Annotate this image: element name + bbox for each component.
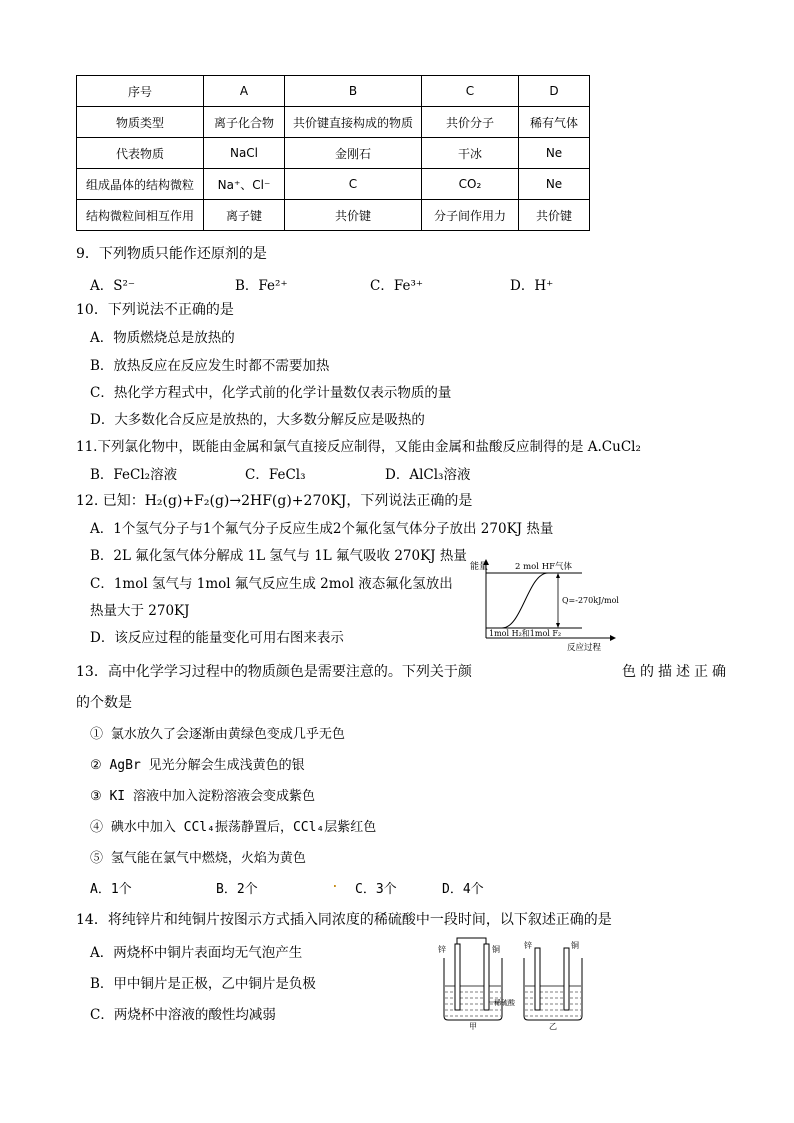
question-13-stem: 13．高中化学学习过程中的物质颜色是需要注意的。下列关于颜 — [76, 664, 472, 680]
zinc-label-b: 锌 — [524, 941, 532, 950]
table-cell: Na⁺、Cl⁻ — [204, 169, 285, 200]
table-cell: C — [422, 76, 519, 107]
question-9-option-c: C．Fe³⁺ — [370, 278, 423, 294]
table-cell: 代表物质 — [77, 138, 204, 169]
question-13-stem-line2: 的个数是 — [76, 695, 132, 711]
table-cell: 分子间作用力 — [422, 200, 519, 231]
question-13-option-c: C．3个 — [355, 882, 397, 897]
beaker-b-label: 乙 — [549, 1022, 557, 1030]
question-13-option-b: B．2个 — [216, 882, 258, 897]
x-axis-arrow — [610, 635, 616, 641]
table-row — [77, 138, 590, 169]
question-13-option-d: D．4个 — [442, 882, 484, 897]
delta-arrow-head-bottom — [556, 623, 560, 628]
question-12-stem: 12. 已知：H₂(g)+F₂(g)→2HF(g)+270KJ，下列说法正确的是 — [76, 493, 473, 509]
beaker-b — [524, 948, 582, 1020]
table-cell: CO₂ — [422, 169, 519, 200]
question-13-item-3: ③ KI 溶液中加入淀粉溶液会变成紫色 — [90, 789, 315, 804]
copper-plate-a — [484, 944, 489, 1010]
question-10-option-d: D．大多数化合反应是放热的，大多数分解反应是吸热的 — [90, 412, 425, 428]
table-cell: NaCl — [204, 138, 285, 169]
table-cell: 干冰 — [422, 138, 519, 169]
question-10-option-c: C．热化学方程式中，化学式前的化学计量数仅表示物质的量 — [90, 385, 452, 401]
properties-table — [76, 75, 590, 231]
question-14-option-b: B．甲中铜片是正极，乙中铜片是负极 — [90, 976, 316, 992]
question-10-option-a: A．物质燃烧总是放热的 — [90, 330, 235, 346]
table-row — [77, 107, 590, 138]
question-12-option-c: C．1mol 氢气与 1mol 氟气反应生成 2mol 液态氟化氢放出 — [90, 576, 453, 592]
question-9-stem: 9．下列物质只能作还原剂的是 — [76, 246, 267, 262]
table-cell: Ne — [519, 138, 590, 169]
table-cell: 共价键直接构成的物质 — [285, 107, 422, 138]
delta-arrow-head-top — [556, 573, 560, 578]
question-9-option-d: D．H⁺ — [510, 278, 554, 294]
table-cell: B — [285, 76, 422, 107]
question-10-option-b: B．放热反应在反应发生时都不需要加热 — [90, 358, 330, 374]
table-cell: 结构微粒间相互作用 — [77, 200, 204, 231]
table-cell: A — [204, 76, 285, 107]
reactant-label: 1mol H₂和1mol F₂ — [489, 629, 562, 638]
table-cell: 共价键 — [519, 200, 590, 231]
question-13-item-4: ④ 碘水中加入 CCl₄振荡静置后，CCl₄层紫红色 — [90, 820, 377, 835]
beaker-a-label: 甲 — [469, 1022, 477, 1030]
energy-curve — [502, 573, 548, 628]
question-9-option-b: B．Fe²⁺ — [235, 278, 288, 294]
acid-label: 稀硫酸 — [494, 999, 515, 1007]
question-14-option-c: C．两烧杯中溶液的酸性均减弱 — [90, 1007, 276, 1023]
copper-label-b: 铜 — [571, 941, 579, 950]
beaker-diagram — [436, 936, 616, 1030]
wire-a — [457, 938, 486, 944]
question-11-stem: 11.下列氯化物中，既能由金属和氯气直接反应制得，又能由金属和盐酸反应制得的是 A.CuCl₂ — [76, 439, 641, 455]
copper-label-a: 铜 — [492, 945, 500, 954]
q-label: Q=-270kJ/mol — [562, 596, 619, 605]
question-9-option-a: A．S²⁻ — [90, 278, 136, 294]
table-cell: Ne — [519, 169, 590, 200]
x-axis-label: 反应过程 — [567, 643, 602, 652]
y-axis-label: 能量 — [470, 562, 489, 572]
table-cell: C — [285, 169, 422, 200]
question-13-option-a: A．1个 — [90, 882, 132, 897]
question-12-option-c-cont: 热量大于 270KJ — [90, 603, 190, 619]
question-12-option-d: D．该反应过程的能量变化可用右图来表示 — [90, 630, 344, 646]
question-11-option-d: D．AlCl₃溶液 — [385, 467, 471, 483]
table-cell: 共价分子 — [422, 107, 519, 138]
table-cell: 金刚石 — [285, 138, 422, 169]
table-cell: D — [519, 76, 590, 107]
question-13-stem-right: 色的描述正确 — [622, 664, 730, 680]
question-11-option-b: B．FeCl₂溶液 — [90, 467, 178, 483]
zinc-label-a: 锌 — [438, 945, 446, 954]
table-cell: 共价键 — [285, 200, 422, 231]
copper-plate-b — [564, 948, 569, 1010]
table-cell: 物质类型 — [77, 107, 204, 138]
zinc-plate-a — [455, 944, 460, 1010]
table-row — [77, 76, 590, 107]
question-13-item-5: ⑤ 氢气能在氯气中燃烧，火焰为黄色 — [90, 851, 306, 866]
question-11-option-c: C．FeCl₃ — [245, 467, 306, 483]
question-12-option-b: B．2L 氟化氢气体分解成 1L 氢气与 1L 氟气吸收 270KJ 热量 — [90, 548, 467, 564]
stray-dot: . — [331, 876, 339, 891]
question-13-item-2: ② AgBr 见光分解会生成浅黄色的银 — [90, 758, 305, 773]
product-label: 2 mol HF气体 — [515, 562, 573, 572]
table-cell: 序号 — [77, 76, 204, 107]
zinc-plate-b — [535, 948, 540, 1010]
question-10-stem: 10．下列说法不正确的是 — [76, 302, 234, 318]
question-12-option-a: A．1个氢气分子与1个氟气分子反应生成2个氟化氢气体分子放出 270KJ 热量 — [90, 521, 554, 537]
table-cell: 离子化合物 — [204, 107, 285, 138]
table-cell: 离子键 — [204, 200, 285, 231]
table-cell: 组成晶体的结构微粒 — [77, 169, 204, 200]
table-row — [77, 200, 590, 231]
table-row — [77, 169, 590, 200]
question-14-option-a: A．两烧杯中铜片表面均无气泡产生 — [90, 945, 303, 961]
question-14-stem: 14．将纯锌片和纯铜片按图示方式插入同浓度的稀硫酸中一段时间，以下叙述正确的是 — [76, 912, 612, 928]
question-13-item-1: ① 氯水放久了会逐渐由黄绿色变成几乎无色 — [90, 727, 345, 742]
table-cell: 稀有气体 — [519, 107, 590, 138]
energy-diagram — [470, 556, 620, 652]
